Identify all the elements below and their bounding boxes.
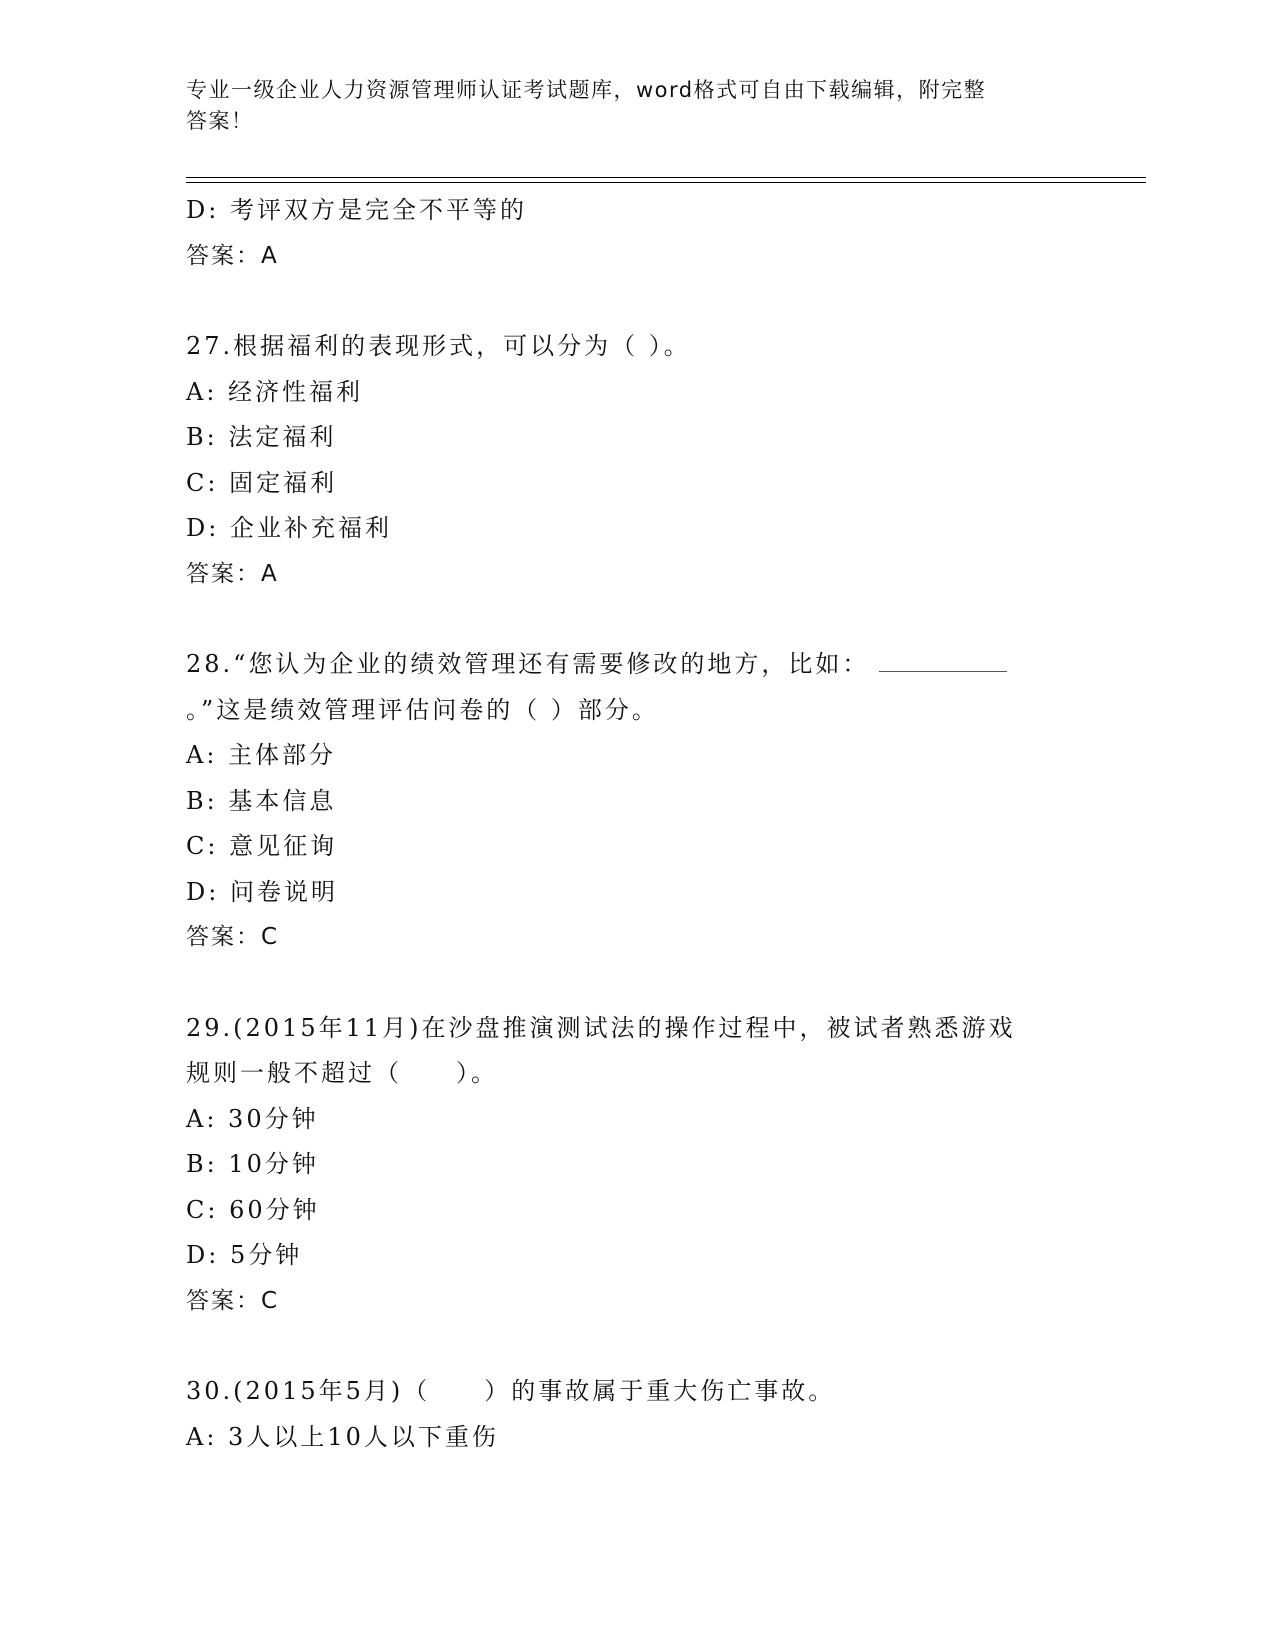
- question-content: [186, 188, 1086, 1460]
- question-stem: 30.(2015年5月)（ ）的事故属于重大伤亡事故。: [186, 1377, 836, 1405]
- header-rule-bottom: [186, 182, 1146, 183]
- header-line-2: 答案！: [186, 109, 254, 133]
- question-27: [186, 324, 1086, 597]
- prev-answer: 答案：A: [186, 242, 279, 269]
- question-28: [186, 642, 1086, 961]
- option-d: D: 5分钟: [186, 1241, 303, 1269]
- document-header: [186, 75, 1066, 137]
- header-line-1: 专业一级企业人力资源管理师认证考试题库，word格式可自由下载编辑，附完整: [186, 78, 987, 102]
- prev-option-d: D: 考评双方是完全不平等的: [186, 196, 527, 224]
- answer: 答案：C: [186, 1287, 280, 1314]
- question-30: [186, 1369, 1086, 1460]
- answer: 答案：C: [186, 924, 280, 950]
- option-a: A: 30分钟: [186, 1104, 319, 1133]
- option-c: C: 60分钟: [186, 1195, 320, 1224]
- question-stem-line-1: [186, 642, 1086, 688]
- question-stem-line-2: 。”这是绩效管理评估问卷的（ ）部分。: [186, 695, 659, 724]
- question-stem-line-1: 29.(2015年11月)在沙盘推演测试法的操作过程中，被试者熟悉游戏: [186, 1013, 1016, 1042]
- fill-blank: [879, 645, 1007, 672]
- header-rule-top: [186, 177, 1146, 178]
- stem-text: 28.“您认为企业的绩效管理还有需要修改的地方，比如：: [186, 650, 870, 678]
- option-b: B: 10分钟: [186, 1150, 319, 1178]
- option-d: D: 企业补充福利: [186, 514, 392, 542]
- option-c: C: 意见征询: [186, 832, 338, 860]
- option-a: A: 3人以上10人以下重伤: [186, 1422, 499, 1451]
- answer: 答案：A: [186, 560, 279, 587]
- question-stem: 27.根据福利的表现形式，可以分为（ ）。: [186, 332, 691, 360]
- option-a: A: 经济性福利: [186, 377, 364, 406]
- option-a: A: 主体部分: [186, 741, 337, 769]
- option-b: B: 基本信息: [186, 786, 337, 815]
- option-b: B: 法定福利: [186, 423, 337, 451]
- question-stem-line-2: 规则一般不超过（ ）。: [186, 1059, 498, 1087]
- question-29: [186, 1006, 1086, 1325]
- option-c: C: 固定福利: [186, 468, 338, 497]
- option-d: D: 问卷说明: [186, 877, 338, 906]
